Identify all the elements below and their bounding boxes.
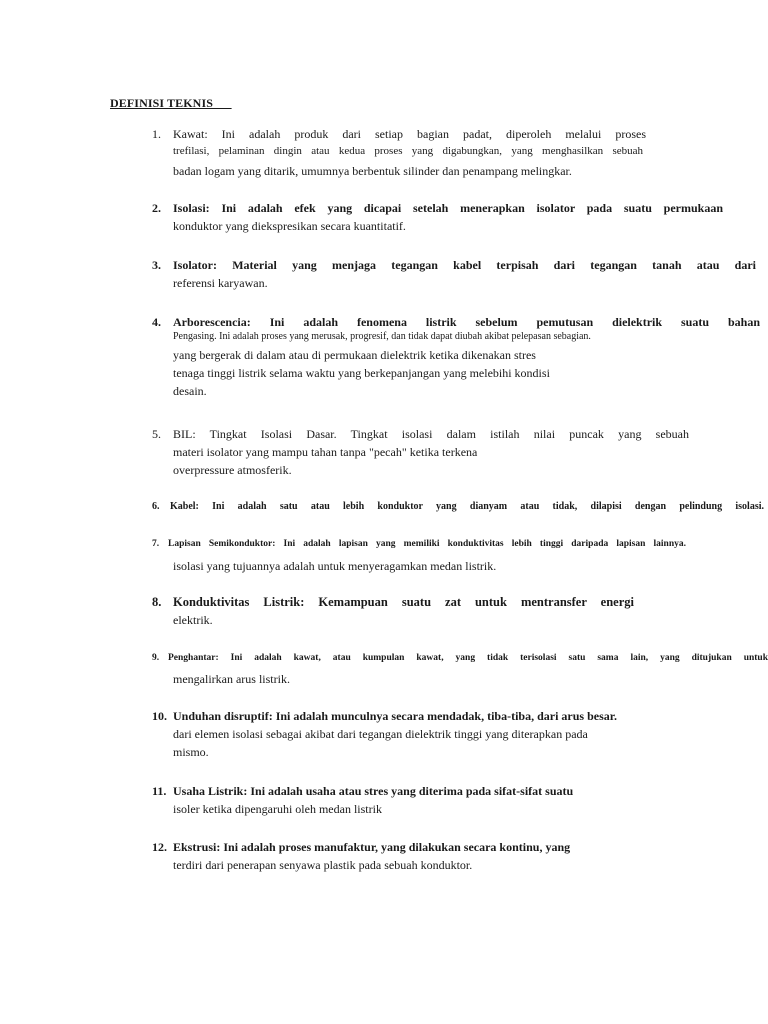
item-text-line: Unduhan disruptif: Ini adalah munculnya secara mendadak, tiba-tiba, dari arus besar. (173, 709, 617, 723)
item-text-line: Arborescencia: Ini adalah fenomena listrik sebelum pemutusan dielektrik suatu bahan (173, 315, 760, 329)
page-heading: DEFINISI TEKNIS (110, 96, 232, 110)
item-text-line: terdiri dari penerapan senyawa plastik pada sebuah konduktor. (173, 858, 473, 872)
item-text-line: konduktor yang diekspresikan secara kuantitatif. (173, 219, 406, 233)
item-text-line: Ekstrusi: Ini adalah proses manufaktur, yang dilakukan secara kontinu, yang (173, 840, 571, 854)
item-text-line: Kawat: Ini adalah produk dari setiap bagian padat, diperoleh melalui proses (173, 127, 646, 141)
item-text-line: Penghantar: Ini adalah kawat, atau kumpulan kawat, yang tidak terisolasi satu sama lain, yang ditujukan untuk (168, 653, 768, 663)
definition-item-11 (152, 782, 768, 818)
item-text-line: mengalirkan arus listrik. (173, 672, 290, 686)
item-number: 6. (152, 501, 160, 512)
item-text-line: Lapisan Semikonduktor: Ini adalah lapisan yang memiliki konduktivitas lebih tinggi daripada lapisan lainnya. (168, 539, 686, 549)
item-number: 2. (152, 201, 161, 215)
definition-item-7 (152, 537, 768, 575)
item-text-line: overpressure atmosferik. (173, 463, 292, 477)
definition-item-10 (152, 707, 768, 761)
item-text-line: trefilasi, pelaminan dingin atau kedua proses yang digabungkan, yang menghasilkan sebuah (173, 145, 643, 157)
item-number: 3. (152, 258, 161, 272)
item-text-line: referensi karyawan. (173, 276, 268, 290)
item-number: 8. (152, 595, 162, 609)
item-number: 9. (152, 653, 160, 663)
item-text-line: Kabel: Ini adalah satu atau lebih konduktor yang dianyam atau tidak, dilapisi dengan pelindung isolasi. (170, 501, 764, 512)
item-text-line: Pengasing. Ini adalah proses yang merusak, progresif, dan tidak dapat diubah akibat pelepasan sebagian. (173, 331, 591, 342)
item-text-line: desain. (173, 384, 207, 398)
definition-item-1 (152, 125, 768, 180)
item-number: 10. (152, 709, 167, 723)
definition-item-12 (152, 838, 768, 874)
item-text-line: materi isolator yang mampu tahan tanpa "pecah" ketika terkena (173, 445, 478, 459)
item-text-line: Isolator: Material yang menjaga tegangan kabel terpisah dari tegangan tanah atau dari (173, 258, 756, 272)
definition-item-3 (152, 256, 768, 292)
item-text-line: isoler ketika dipengaruhi oleh medan listrik (173, 802, 382, 816)
definition-item-6 (152, 500, 768, 514)
definition-item-2 (152, 199, 768, 235)
item-text-line: dari elemen isolasi sebagai akibat dari tegangan dielektrik tinggi yang diterapkan pada (173, 727, 588, 741)
item-text-line: elektrik. (173, 613, 213, 627)
item-text-line: isolasi yang tujuannya adalah untuk menyeragamkan medan listrik. (173, 559, 497, 573)
item-number: 1. (152, 127, 161, 141)
definition-item-9 (152, 651, 768, 688)
item-number: 5. (152, 427, 161, 441)
item-number: 7. (152, 539, 160, 549)
item-text-line: yang bergerak di dalam atau di permukaan dielektrik ketika dikenakan stres (173, 348, 536, 362)
item-number: 11. (152, 784, 167, 798)
item-number: 12. (152, 840, 167, 854)
item-number: 4. (152, 315, 161, 329)
item-text-line: tenaga tinggi listrik selama waktu yang berkepanjangan yang melebihi kondisi (173, 366, 550, 380)
item-text-line: Isolasi: Ini adalah efek yang dicapai setelah menerapkan isolator pada suatu permukaan (173, 201, 723, 215)
item-text-line: BIL: Tingkat Isolasi Dasar. Tingkat isolasi dalam istilah nilai puncak yang sebuah (173, 427, 689, 441)
item-text-line: badan logam yang ditarik, umumnya berbentuk silinder dan penampang melingkar. (173, 164, 572, 178)
definition-item-8 (152, 593, 768, 629)
definition-item-5 (152, 425, 768, 479)
definition-item-4 (152, 313, 768, 400)
item-text-line: mismo. (173, 745, 209, 759)
item-text-line: Usaha Listrik: Ini adalah usaha atau stres yang diterima pada sifat-sifat suatu (173, 784, 574, 798)
item-text-line: Konduktivitas Listrik: Kemampuan suatu zat untuk mentransfer energi (173, 595, 634, 609)
